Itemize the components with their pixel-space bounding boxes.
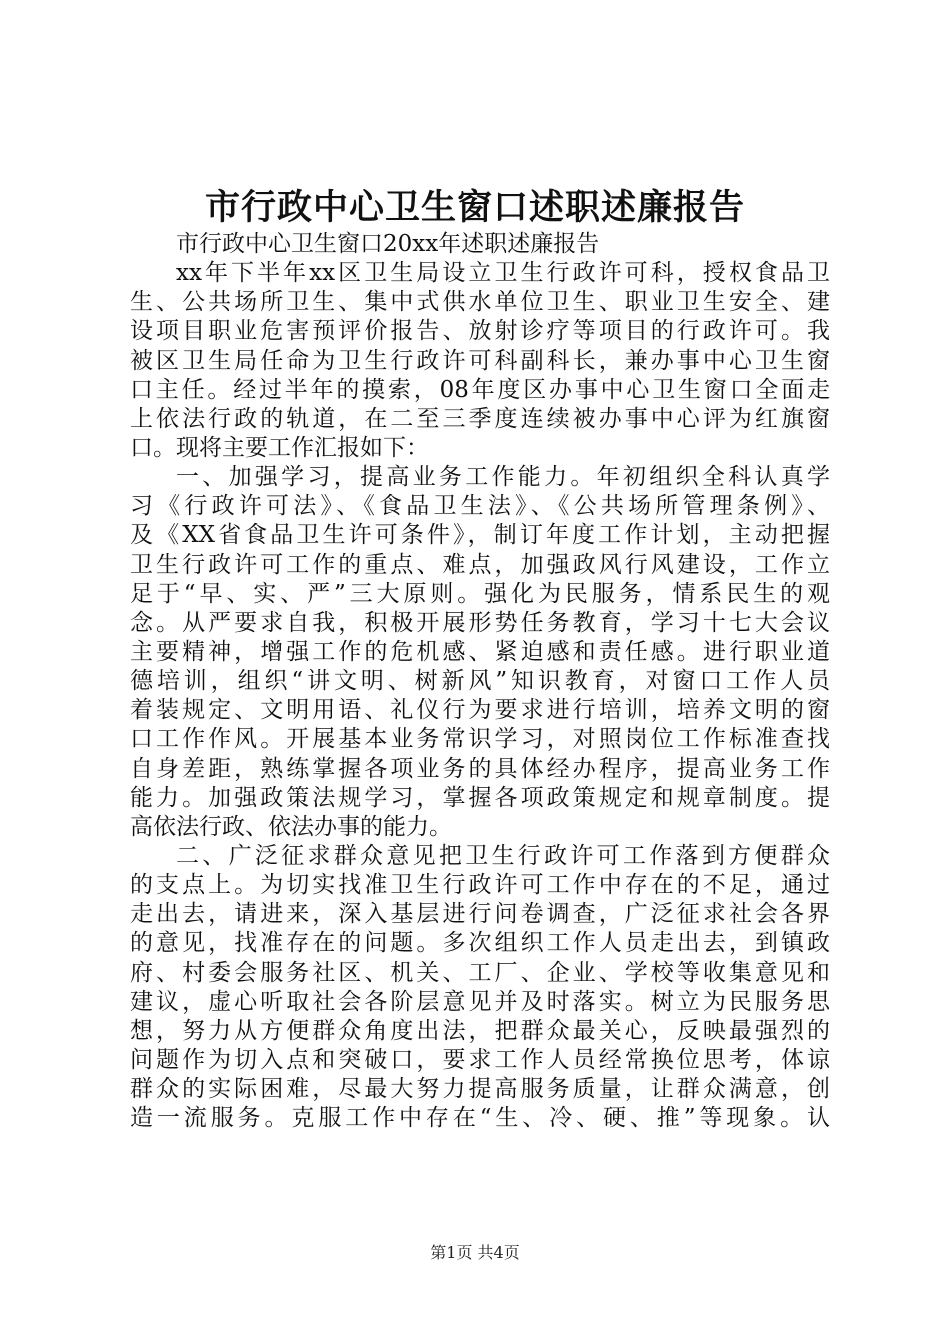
paragraph-line: 生、公共场所卫生、集中式供水单位卫生、职业卫生安全、建 [130, 289, 830, 316]
paragraph-line: 府、村委会服务社区、机关、工厂、企业、学校等收集意见和 [130, 959, 830, 986]
paragraph-line: 口主任。经过半年的摸索，08年度区办事中心卫生窗口全面走 [130, 376, 830, 403]
paragraph-line: 上依法行政的轨道，在二至三季度连续被办事中心评为红旗窗 [130, 405, 830, 432]
paragraph-line: 口。现将主要工作汇报如下： [130, 434, 429, 461]
paragraph-line: 问题作为切入点和突破口，要求工作人员经常换位思考，体谅 [130, 1046, 830, 1073]
paragraph-line: xx年下半年xx区卫生局设立卫生行政许可科，授权食品卫 [176, 260, 830, 287]
paragraph-line: 建议，虚心听取社会各阶层意见并及时落实。树立为民服务思 [130, 988, 830, 1015]
paragraph-line: 口工作作风。开展基本业务常识学习，对照岗位工作标准查找 [130, 726, 830, 753]
paragraph-line: 想，努力从方便群众角度出法，把群众最关心，反映最强烈的 [130, 1017, 830, 1044]
paragraph-line: 的支点上。为切实找准卫生行政许可工作中存在的不足，通过 [130, 872, 830, 899]
paragraph-line: 自身差距，熟练掌握各项业务的具体经办程序，提高业务工作 [130, 755, 830, 782]
paragraph-line: 造一流服务。克服工作中存在“生、冷、硬、推”等现象。认 [130, 1105, 830, 1132]
paragraph-line: 设项目职业危害预评价报告、放射诊疗等项目的行政许可。我 [130, 318, 830, 345]
subtitle-line: 市行政中心卫生窗口20xx年述职述廉报告 [176, 231, 600, 257]
paragraph-line: 群众的实际困难，尽最大努力提高服务质量，让群众满意，创 [130, 1076, 830, 1103]
paragraph-line: 卫生行政许可工作的重点、难点，加强政风行风建设，工作立 [130, 551, 830, 578]
paragraph-line: 念。从严要求自我，积极开展形势任务教育，学习十七大会议 [130, 609, 830, 636]
paragraph-line: 德培训，组织“讲文明、树新风”知识教育，对窗口工作人员 [130, 668, 830, 695]
paragraph-line: 着装规定、文明用语、礼仪行为要求进行培训，培养文明的窗 [130, 697, 830, 724]
paragraph-line: 被区卫生局任命为卫生行政许可科副科长，兼办事中心卫生窗 [130, 347, 830, 374]
paragraph-line: 及《XX省食品卫生许可条件》，制订年度工作计划，主动把握 [130, 522, 830, 549]
document-title: 市行政中心卫生窗口述职述廉报告 [204, 187, 745, 228]
paragraph-line: 主要精神，增强工作的危机感、紧迫感和责任感。进行职业道 [130, 638, 830, 665]
paragraph-line: 高依法行政、依法办事的能力。 [130, 813, 452, 840]
paragraph-line: 足于“早、实、严”三大原则。强化为民服务，情系民生的观 [130, 580, 830, 607]
paragraph-line: 习《行政许可法》、《食品卫生法》、《公共场所管理条例》、 [130, 493, 830, 520]
paragraph-line: 能力。加强政策法规学习，掌握各项政策规定和规章制度。提 [130, 784, 830, 811]
paragraph-line: 一、加强学习，提高业务工作能力。年初组织全科认真学 [176, 464, 830, 491]
paragraph-line: 走出去，请进来，深入基层进行问卷调查，广泛征求社会各界 [130, 901, 830, 928]
paragraph-line: 的意见，找准存在的问题。多次组织工作人员走出去，到镇政 [130, 930, 830, 957]
document-body [130, 230, 830, 1133]
paragraph-line: 二、广泛征求群众意见把卫生行政许可工作落到方便群众 [176, 842, 830, 869]
page-number-footer: 第1页 共4页 [430, 1243, 520, 1262]
